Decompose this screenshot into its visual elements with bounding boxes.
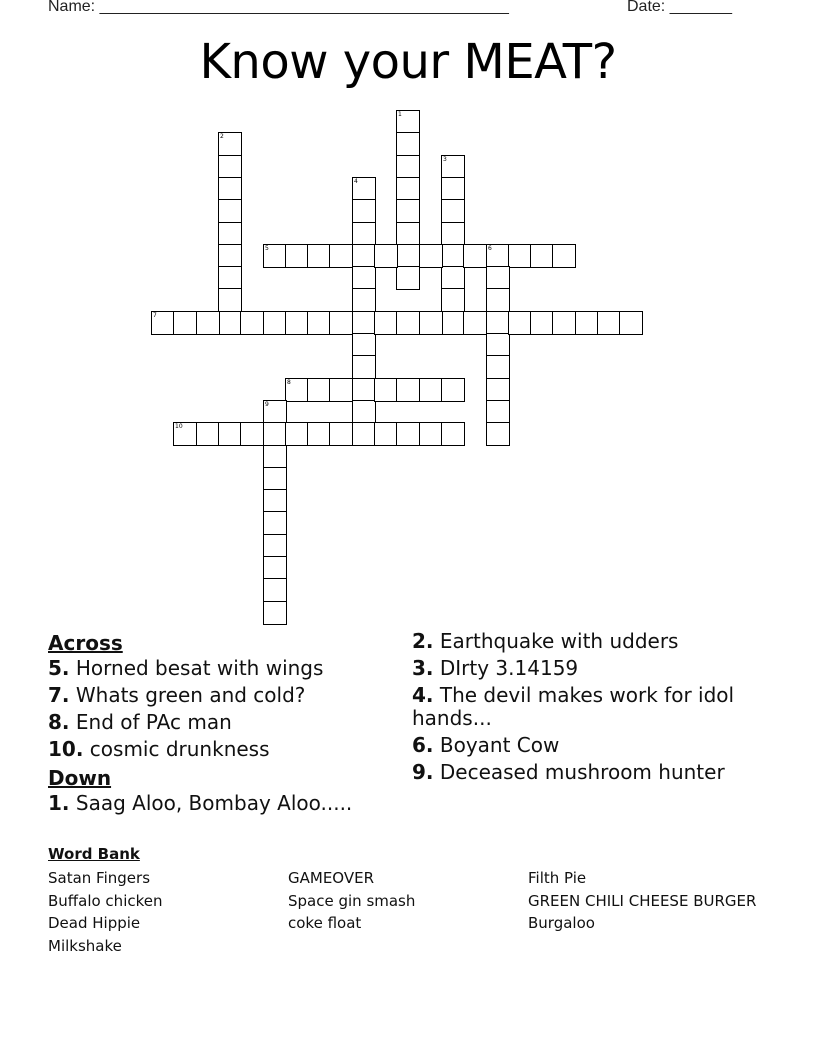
- crossword-cell[interactable]: [151, 311, 175, 335]
- clues-right-column: [412, 630, 752, 788]
- word-bank-title: Word Bank: [48, 845, 140, 863]
- crossword-cell[interactable]: [352, 355, 376, 379]
- crossword-cell[interactable]: [374, 378, 398, 402]
- crossword-cell[interactable]: [352, 177, 376, 201]
- word-bank-column-2: [288, 867, 415, 935]
- crossword-cell[interactable]: [352, 311, 376, 335]
- word-bank-column-3: [528, 867, 756, 935]
- crossword-cell[interactable]: [396, 132, 420, 156]
- crossword-cell[interactable]: [463, 244, 487, 268]
- crossword-cell[interactable]: [374, 244, 398, 268]
- crossword-cell[interactable]: [218, 311, 242, 335]
- crossword-cell[interactable]: [218, 132, 242, 156]
- crossword-cell[interactable]: [486, 355, 510, 379]
- crossword-cell[interactable]: [486, 400, 510, 424]
- crossword-cell[interactable]: [285, 244, 309, 268]
- crossword-cell[interactable]: [463, 311, 487, 335]
- crossword-cell[interactable]: [263, 489, 287, 513]
- crossword-cell[interactable]: [441, 244, 465, 268]
- clue-down-6: 6. Boyant Cow: [412, 733, 560, 757]
- crossword-cell[interactable]: [396, 244, 420, 268]
- crossword-cell[interactable]: [486, 422, 510, 446]
- crossword-cell[interactable]: [396, 422, 420, 446]
- crossword-cell[interactable]: [263, 556, 287, 580]
- cell-number: 8: [287, 379, 291, 386]
- crossword-cell[interactable]: [218, 244, 242, 268]
- crossword-cell[interactable]: [263, 400, 287, 424]
- crossword-cell[interactable]: [419, 311, 443, 335]
- word-bank-item: Burgaloo: [528, 914, 595, 932]
- crossword-cell[interactable]: [396, 311, 420, 335]
- crossword-cell[interactable]: [263, 578, 287, 602]
- crossword-cell[interactable]: [218, 177, 242, 201]
- across-heading: Across: [48, 631, 123, 655]
- crossword-cell[interactable]: [329, 311, 353, 335]
- crossword-cell[interactable]: [307, 378, 331, 402]
- word-bank-column-1: [48, 867, 163, 957]
- crossword-cell[interactable]: [508, 311, 532, 335]
- crossword-cell[interactable]: [396, 199, 420, 223]
- crossword-cell[interactable]: [441, 177, 465, 201]
- crossword-cell[interactable]: [196, 422, 220, 446]
- crossword-cell[interactable]: [352, 422, 376, 446]
- crossword-cell[interactable]: [396, 378, 420, 402]
- crossword-cell[interactable]: [352, 378, 376, 402]
- date-field-line: Date: _______: [627, 0, 732, 15]
- crossword-cell[interactable]: [396, 155, 420, 179]
- crossword-cell[interactable]: [218, 155, 242, 179]
- clue-across-10: 10. cosmic drunkness: [48, 737, 270, 761]
- crossword-cell[interactable]: [307, 422, 331, 446]
- crossword-cell[interactable]: [263, 311, 287, 335]
- crossword-cell[interactable]: [218, 199, 242, 223]
- crossword-cell[interactable]: [263, 601, 287, 625]
- crossword-cell[interactable]: [441, 199, 465, 223]
- crossword-cell[interactable]: [419, 422, 443, 446]
- crossword-cell[interactable]: [240, 311, 264, 335]
- crossword-cell[interactable]: [530, 244, 554, 268]
- crossword-cell[interactable]: [441, 378, 465, 402]
- crossword-cell[interactable]: [352, 333, 376, 357]
- cell-number: 2: [220, 133, 224, 140]
- word-bank-item: Filth Pie: [528, 869, 587, 887]
- clues-left-column: [48, 630, 398, 819]
- crossword-cell[interactable]: [352, 288, 376, 312]
- clue-down-2: 2. Earthquake with udders: [412, 629, 679, 653]
- cell-number: 4: [354, 178, 358, 185]
- crossword-cell[interactable]: [329, 422, 353, 446]
- word-bank-item: GREEN CHILI CHEESE BURGER: [528, 891, 757, 910]
- crossword-cell[interactable]: [263, 534, 287, 558]
- crossword-cell[interactable]: [307, 311, 331, 335]
- crossword-cell[interactable]: [486, 288, 510, 312]
- crossword-cell[interactable]: [218, 266, 242, 290]
- crossword-cell[interactable]: [441, 222, 465, 246]
- crossword-cell[interactable]: [307, 244, 331, 268]
- cell-number: 1: [398, 111, 402, 118]
- crossword-cell[interactable]: [441, 288, 465, 312]
- crossword-cell[interactable]: [396, 266, 420, 290]
- cell-number: 7: [153, 312, 157, 319]
- crossword-cell[interactable]: [441, 422, 465, 446]
- crossword-cell[interactable]: [352, 400, 376, 424]
- crossword-cell[interactable]: [263, 244, 287, 268]
- crossword-cell[interactable]: [285, 378, 309, 402]
- crossword-cell[interactable]: [218, 422, 242, 446]
- word-bank-item: Milkshake: [48, 936, 122, 955]
- crossword-cell[interactable]: [486, 378, 510, 402]
- cell-number: 9: [265, 401, 269, 408]
- crossword-cell[interactable]: [419, 378, 443, 402]
- crossword-cell[interactable]: [396, 177, 420, 201]
- crossword-cell[interactable]: [329, 244, 353, 268]
- crossword-cell[interactable]: [352, 222, 376, 246]
- crossword-cell[interactable]: [619, 311, 643, 335]
- crossword-cell[interactable]: [552, 244, 576, 268]
- clue-across-5: 5. Horned besat with wings: [48, 656, 324, 680]
- word-bank-item: GAMEOVER: [288, 869, 375, 887]
- word-bank-item: Satan Fingers: [48, 869, 151, 887]
- crossword-cell[interactable]: [218, 222, 242, 246]
- name-field-line: Name: ______________________________________________: [48, 0, 509, 15]
- crossword-cell[interactable]: [552, 311, 576, 335]
- word-bank-item: Space gin smash: [288, 891, 416, 910]
- cell-number: 3: [443, 156, 447, 163]
- crossword-cell[interactable]: [240, 422, 264, 446]
- word-bank-item: Dead Hippie: [48, 914, 141, 932]
- cell-number: 10: [175, 423, 183, 430]
- crossword-cell[interactable]: [263, 511, 287, 535]
- clue-across-8: 8. End of PAc man: [48, 710, 232, 734]
- word-bank: [48, 845, 788, 955]
- crossword-cell[interactable]: [173, 422, 197, 446]
- crossword-cell[interactable]: [218, 288, 242, 312]
- crossword-cell[interactable]: [374, 422, 398, 446]
- crossword-cell[interactable]: [285, 311, 309, 335]
- crossword-cell[interactable]: [486, 333, 510, 357]
- crossword-cell[interactable]: [352, 266, 376, 290]
- crossword-cell[interactable]: [419, 244, 443, 268]
- clue-down-1: 1. Saag Aloo, Bombay Aloo.....: [48, 791, 353, 815]
- crossword-cell[interactable]: [530, 311, 554, 335]
- clue-across-7: 7. Whats green and cold?: [48, 683, 306, 707]
- crossword-cell[interactable]: [374, 311, 398, 335]
- crossword-cell[interactable]: [396, 222, 420, 246]
- crossword-cell[interactable]: [597, 311, 621, 335]
- crossword-cell[interactable]: [329, 378, 353, 402]
- page-title: Know your MEAT?: [199, 34, 617, 90]
- word-bank-item: Buffalo chicken: [48, 891, 163, 910]
- clue-down-3: 3. DIrty 3.14159: [412, 656, 579, 680]
- cell-number: 6: [488, 245, 492, 252]
- cell-number: 5: [265, 245, 269, 252]
- crossword-cell[interactable]: [173, 311, 197, 335]
- down-heading: Down: [48, 766, 112, 790]
- crossword-cell[interactable]: [486, 311, 510, 335]
- crossword-cell[interactable]: [263, 445, 287, 469]
- crossword-cell[interactable]: [396, 110, 420, 134]
- crossword-cell[interactable]: [263, 422, 287, 446]
- crossword-cell[interactable]: [486, 266, 510, 290]
- crossword-cell[interactable]: [352, 244, 376, 268]
- crossword-cell[interactable]: [486, 244, 510, 268]
- clue-down-9: 9. Deceased mushroom hunter: [412, 760, 725, 784]
- crossword-cell[interactable]: [263, 467, 287, 491]
- crossword-cell[interactable]: [441, 266, 465, 290]
- crossword-cell[interactable]: [285, 422, 309, 446]
- crossword-cell[interactable]: [575, 311, 599, 335]
- crossword-cell[interactable]: [508, 244, 532, 268]
- crossword-cell[interactable]: [352, 199, 376, 223]
- clue-down-4: 4. The devil makes work for idol hands...: [412, 683, 735, 730]
- crossword-cell[interactable]: [441, 311, 465, 335]
- word-bank-item: coke float: [288, 914, 362, 932]
- crossword-cell[interactable]: [441, 155, 465, 179]
- crossword-cell[interactable]: [196, 311, 220, 335]
